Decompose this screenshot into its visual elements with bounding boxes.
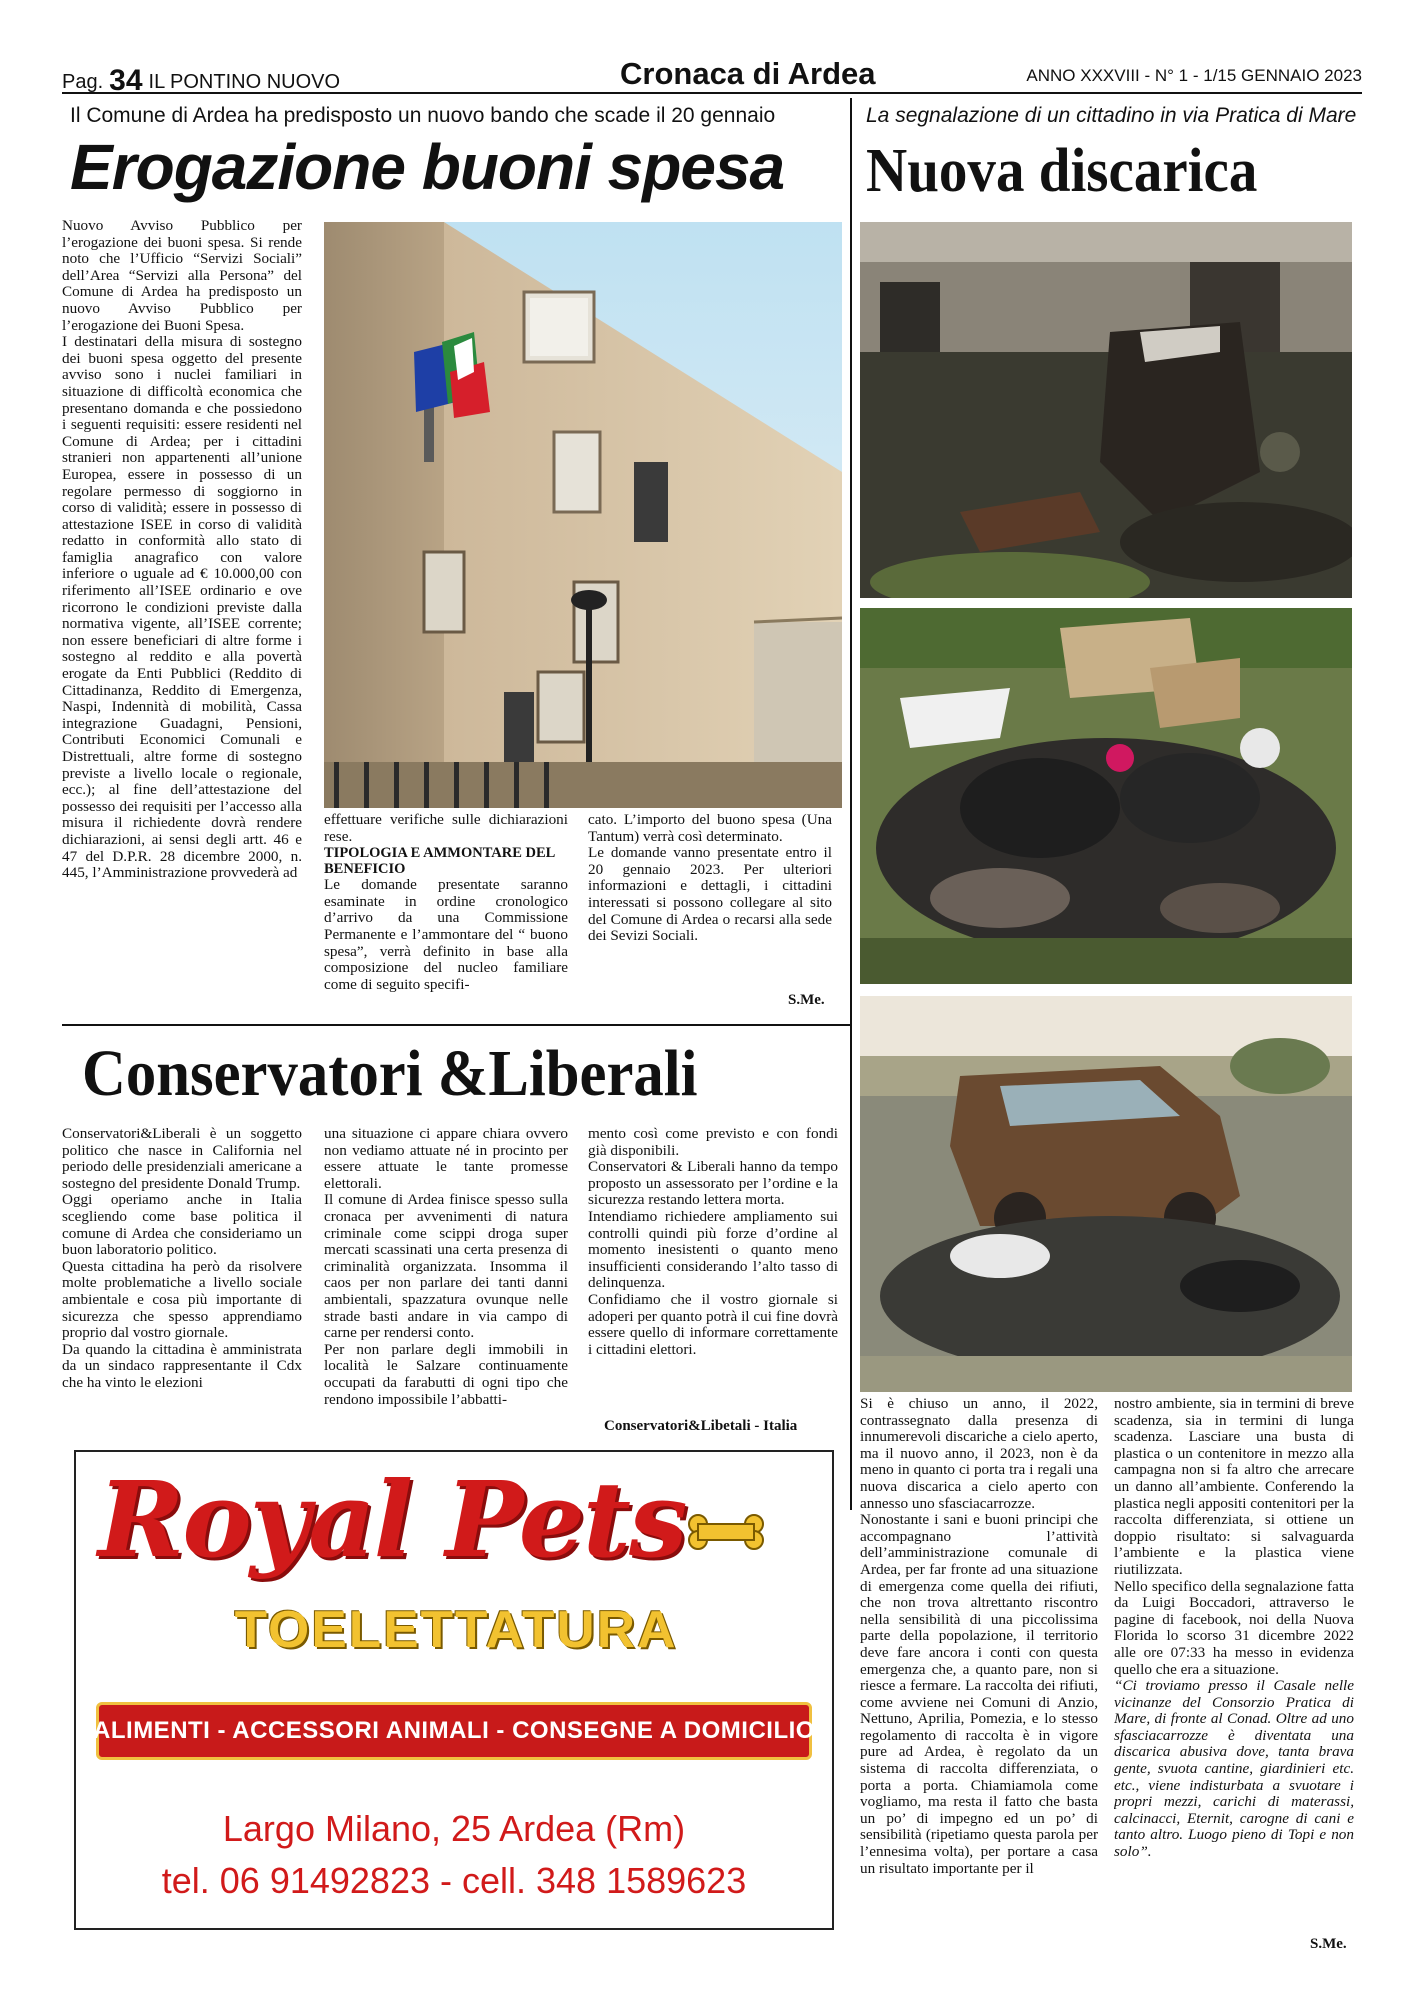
burnt-van-photo bbox=[860, 996, 1352, 1392]
paragraph: Per non parlare degli immobili in località le Salzare continuamente occupati da farabutti di ogni tipo che rendono impossibile l’abbatti- bbox=[324, 1340, 568, 1408]
quote-paragraph: “Ci troviamo presso il Casale nelle vicinanze del Consorzio Pratica di Mare, di fronte al Conad. Oltre ad uno sfasciacarrozze è diventata una discarica abusiva dove, tanta brava gente, svuota cantine, giardinieri etc. etc., viene indisturbata a svuotare i propri mezzi, carichi di materassi, calcinacci, Eternit, carogne di cani e tanto altro. Luogo pieno di Topi e non solo”. bbox=[1114, 1677, 1354, 1861]
ad-band bbox=[93, 1702, 815, 1760]
paragraph: Nello specifico della segnalazione fatta da Luigi Boccadori, attraverso le pagine di facebook, noi della Nuova Florida lo scorso 31 dicembre 2022 alle ore 07:33 ha messo in evidenza quello che era a situazione. bbox=[1114, 1577, 1354, 1678]
subheading: TIPOLOGIA E AMMONTARE DEL BENEFICIO bbox=[324, 845, 555, 878]
conservatori-column-2 bbox=[324, 1126, 568, 1438]
conservatori-headline: Conservatori &Liberali bbox=[82, 1037, 698, 1110]
municipio-photo bbox=[324, 222, 842, 808]
discarica-column-1 bbox=[860, 1396, 1098, 1974]
buoni-column-3 bbox=[588, 812, 832, 992]
page-number-label bbox=[62, 62, 340, 96]
bone-icon bbox=[686, 1512, 766, 1552]
paragraph: effettuare verifiche sulle dichiarazioni rese. bbox=[324, 812, 568, 845]
paragraph: Il comune di Ardea finisce spesso sulla cronaca per avvenimenti di natura criminale come scippi droga super mercati scassinati una certa presenza di criminalità organizzata. Insomma il caos per non parlare dei tanti danni ambientali, spazzatura ovunque nelle strade basti andare in via campo di carne per rendersi conto. bbox=[324, 1191, 568, 1342]
paragraph: Nonostante i sani e buoni principi che accompagnano l’attività dell’amministrazione comunale di Ardea, per far fronte ad una situazione di emergenza come quella dei rifiuti, che non trova altrettanto riscontro nella sensibilità di una piccolissima parte della popolazione, il territorio deve fare ancora i conti con questa emergenza che, a quanto pare, non si riesce a fermare. La raccolta dei rifiuti, come avviene nei Comuni di Anzio, Nettuno, Aprilia, Pomezia, e lo stesso regolamento di raccolta è in vigore pure ad Ardea, è regolato da un sistema di raccolta differenziata, o porta a porta. Chiamiamola come vogliamo, ma resta il fatto che basta un po’ di impegno ed un po’ di sensibilità (ripetiamo questa parola per l’ennesima volta), per portare a casa un risultato importante per il bbox=[860, 1511, 1098, 1877]
newspaper-name: IL PONTINO NUOVO bbox=[148, 71, 341, 93]
buoni-column-2 bbox=[324, 812, 568, 1022]
column-divider bbox=[850, 98, 852, 1510]
page-number: 34 bbox=[109, 64, 143, 97]
issue-info: ANNO XXXVIII - N° 1 - 1/15 GENNAIO 2023 bbox=[1026, 66, 1362, 85]
conservatori-signature: Conservatori&Libetali - Italia bbox=[604, 1418, 798, 1434]
ad-phone: tel. 06 91492823 - cell. 348 1589623 bbox=[161, 1860, 747, 1901]
ad-service: TOELETTATURA bbox=[234, 1601, 678, 1659]
paragraph: Oggi operiamo anche in Italia scegliendo come base politica il comune di Ardea che consideriamo un buon laboratorio politico. bbox=[62, 1191, 302, 1259]
paragraph: Le domande presentate saranno esaminate in ordine cronologico d’arrivo da una Commissione Permanente e l’ammontare del “ buono spesa”, verrà definito in base alla composizione del nucleo familiare come di seguito specifi- bbox=[324, 876, 568, 993]
ad-band-text: ALIMENTI - ACCESSORI ANIMALI - CONSEGNE A DOMICILIO bbox=[93, 1717, 815, 1744]
paragraph: Conservatori & Liberali hanno da tempo proposto un assessorato per l’ordine e la sicurezza restando lettera morta. bbox=[588, 1158, 838, 1209]
paragraph: Da quando la cittadina è amministrata da un sindaco rappresentante il Cdx che ha vinto le elezioni bbox=[62, 1340, 302, 1391]
buoni-column-1 bbox=[62, 218, 302, 1018]
buoni-kicker: Il Comune di Ardea ha predisposto un nuovo bando che scade il 20 gennaio bbox=[70, 104, 776, 127]
discarica-signature: S.Me. bbox=[1310, 1936, 1347, 1952]
paragraph: Si è chiuso un anno, il 2022, contrassegnato dalla presenza di innumerevoli discariche a cielo aperto, ma il nuovo anno, il 2023, non è da meno in quanto ci porta tra i regali una nuova discarica a cielo aperto con annesso uno sfasciacarrozze. bbox=[860, 1396, 1098, 1512]
buoni-signature: S.Me. bbox=[788, 992, 825, 1008]
paragraph: cato. L’importo del buono spesa (Una Tantum) verrà così determinato. bbox=[588, 812, 832, 845]
burnt-car-photo bbox=[860, 222, 1352, 598]
conservatori-column-1 bbox=[62, 1126, 302, 1438]
ad-brand: Royal Pets bbox=[98, 1458, 686, 1581]
garbage-pile-photo bbox=[860, 608, 1352, 984]
paragraph: Conservatori&Liberali è un soggetto politico che nasce in California nel periodo delle presidenziali americane a sostegno del presidente Donald Trump. bbox=[62, 1126, 302, 1192]
paragraph: Intendiamo richiedere ampliamento sui controlli quindi più forze d’ordine al momento inesistenti o quanto meno insufficienti considerando l’alto tasso di delinquenza. bbox=[588, 1207, 838, 1292]
paragraph: mento così come previsto e con fondi già disponibili. bbox=[588, 1126, 838, 1159]
paragraph: Questa cittadina ha però da risolvere molte problematiche a livello sociale ambientale e cosa più importante di sicurezza che spesso apprendiamo proprio dal vostro giornale. bbox=[62, 1257, 302, 1342]
conservatori-column-3 bbox=[588, 1126, 838, 1416]
ad-address: Largo Milano, 25 Ardea (Rm) bbox=[222, 1808, 686, 1849]
article-divider bbox=[62, 1024, 852, 1026]
discarica-column-2 bbox=[1114, 1396, 1354, 1934]
discarica-kicker: La segnalazione di un cittadino in via Pratica di Mare bbox=[866, 104, 1357, 127]
paragraph: Le domande vanno presentate entro il 20 gennaio 2023. Per ulteriori informazioni e dettagli, i cittadini interessati si possono collegare al sito del Comune di Ardea o recarsi alla sede dei Sevizi Sociali. bbox=[588, 844, 832, 945]
section-title: Cronaca di Ardea bbox=[620, 56, 876, 91]
paragraph: Confidiamo che il vostro giornale si adoperi per quanto potrà il cui fine dovrà essere quello di informare correttamente i cittadini elettori. bbox=[588, 1290, 838, 1358]
page-prefix: Pag. bbox=[62, 71, 104, 93]
paragraph: I destinatari della misura di sostegno dei buoni spesa oggetto del presente avviso sono i nuclei familiari in situazione di difficoltà economica che presentano domanda e che possiedono i seguenti requisiti: essere residenti nel Comune di Ardea; per i cittadini stranieri non appartenenti all’unione Europea, essere in possesso di un regolare permesso di soggiorno in corso di validità; essere in possesso di attestazione ISEE in corso di validità redatto in conformità allo stato di famiglia anagrafico con valore inferiore o uguale ad € 10.000,00 con riferimento all’ISEE ordinario e ove ricorrono le condizioni previste dalla normativa vigente, all’ISEE corrente; non essere beneficiari di altre forme i sostegno al reddito e alla povertà erogate da Enti Pubblici (Reddito di Cittadinanza, Reddito di Emergenza, Naspi, Indennità di mobilità, Cassa integrazione Guadagni, Pensioni, Contributi Economici Comunali e Distrettuali, altre forme di sostegno previste a livello locale o regionale, ecc.); al fine dell’attestazione del possesso dei requisiti per l’accesso alla misura il richiedente dovrà rendere dichiarazioni, ai sensi degli artt. 46 e 47 del D.P.R. 28 dicembre 2000, n. 445, l’Amministrazione provvederà ad bbox=[62, 333, 302, 882]
paragraph: Nuovo Avviso Pubblico per l’erogazione dei buoni spesa. Si rende noto che l’Ufficio “Servizi Sociali” dell’Area “Servizi alla Persona” del Comune di Ardea ha predisposto un nuovo Avviso Pubblico per l’erogazione dei Buoni Spesa. bbox=[62, 218, 302, 334]
paragraph: nostro ambiente, sia in termini di breve scadenza, sia in termini di lunga scadenza. Lasciare una busta di plastica o un contenitore in mezzo alla campagna non si fa altro che arrecare un danno all’ambiente. Conferendo la plastica negli appositi contenitori per la raccolta differenziata, si ottiene un doppio risultato: si salvaguarda l’ambiente e la plastica viene riutilizzata. bbox=[1114, 1396, 1354, 1578]
buoni-headline: Erogazione buoni spesa bbox=[70, 131, 785, 203]
royal-pets-ad bbox=[74, 1450, 834, 1930]
discarica-headline: Nuova discarica bbox=[866, 137, 1258, 205]
paragraph: una situazione ci appare chiara ovvero non vediamo attuate né in procinto per essere attuate le tante promesse elettorali. bbox=[324, 1126, 568, 1192]
page-header bbox=[62, 56, 1362, 97]
